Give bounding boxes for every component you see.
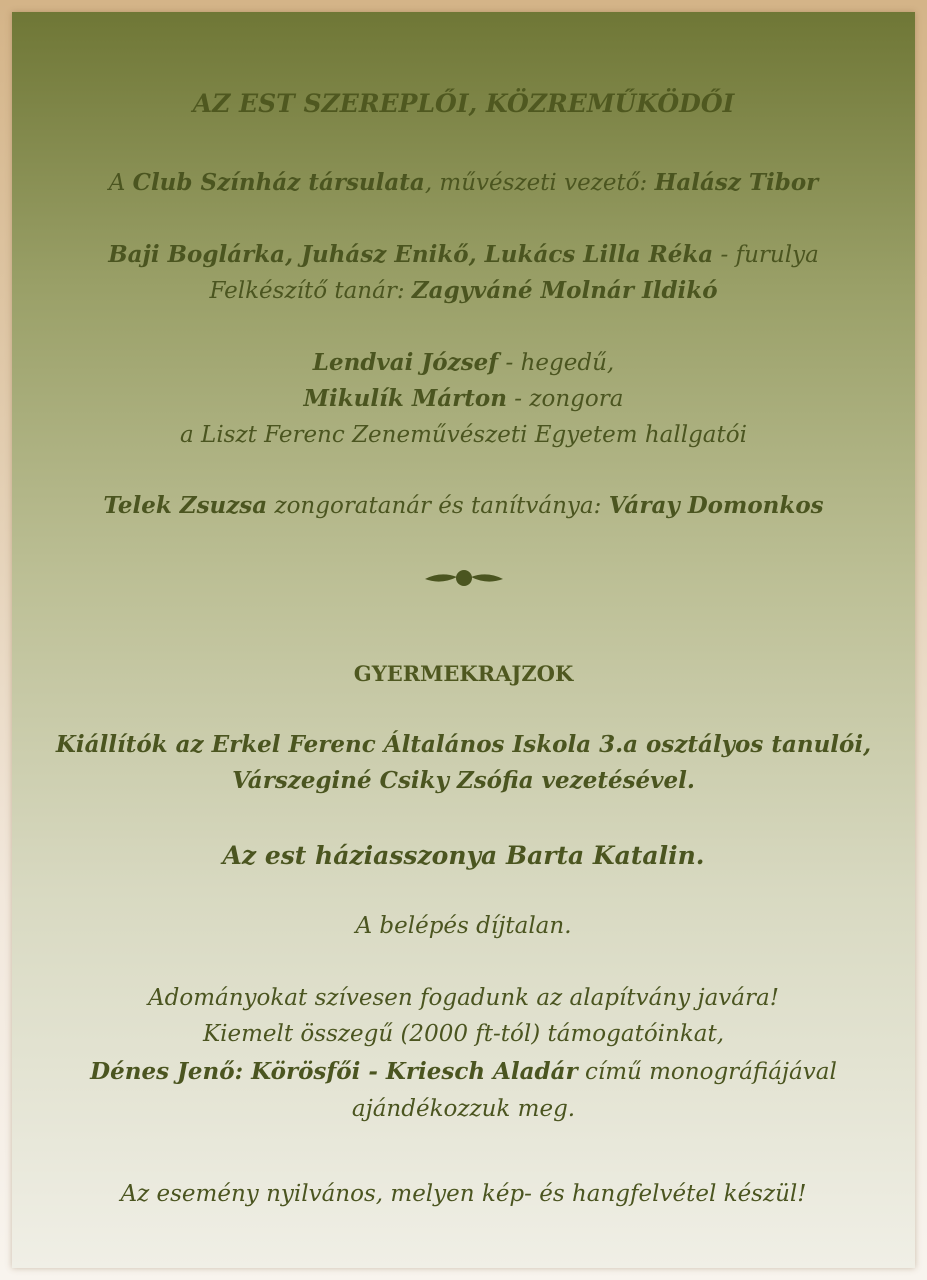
drawings-line-1: Kiállítók az Erkel Ferenc Általános Iskola 3.a osztályos tanulói, (55, 731, 872, 758)
flute-names: Baji Boglárka, Juhász Enikő, Lukács Lilla Réka (108, 241, 714, 268)
flute-teacher-name: Zagyváné Molnár Ildikó (411, 277, 718, 304)
piano-name: Mikulík Márton (303, 385, 507, 412)
monograph-rest: című monográfiájával (577, 1059, 837, 1085)
university-line: a Liszt Ferenc Zeneművészeti Egyetem hallgatói (180, 422, 747, 448)
leaf-dot-leaf-ornament-icon (12, 564, 915, 594)
club-mid: , művészeti vezető: (424, 170, 655, 196)
piano-line (12, 381, 915, 417)
flute-line (12, 237, 915, 273)
club-director: Halász Tibor (654, 169, 819, 196)
drawings-line-2: Várszeginé Csiky Zsófia vezetésével. (232, 767, 695, 794)
telek-mid: zongoratanár és tanítványa: (267, 493, 609, 519)
club-name: Club Színház társulata (132, 169, 425, 196)
monograph-title: Dénes Jenő: Körösfői - Kriesch Aladár (90, 1058, 578, 1085)
drawings-heading: GYERMEKRAJZOK (353, 661, 574, 686)
flute-teacher-line (12, 273, 915, 309)
notice-line: Az esemény nyilvános, melyen kép- és hangfelvétel készül! (120, 1181, 807, 1207)
telek-student: Váray Domonkos (608, 492, 824, 519)
page-title: AZ EST SZEREPLŐI, KÖZREMŰKÖDŐI (192, 89, 735, 118)
entry-line: A belépés díjtalan. (355, 913, 572, 939)
violin-line (12, 345, 915, 381)
hostess-line: Az est háziasszonya Barta Katalin. (222, 841, 705, 870)
donations-line-4: ajándékozzuk meg. (351, 1096, 576, 1122)
donations-line-2: Kiemelt összegű (2000 ft-tól) támogatóinkat, (202, 1021, 725, 1047)
club-line (12, 165, 915, 201)
telek-name: Telek Zsuzsa (103, 492, 268, 519)
piano-instrument: - zongora (507, 386, 624, 412)
flute-teacher-label: Felkészítő tanár: (209, 278, 412, 304)
telek-line (12, 488, 915, 524)
donations-line-3 (12, 1054, 915, 1090)
flute-instrument: - furulya (713, 242, 819, 268)
club-pre: A (108, 170, 133, 196)
violin-name: Lendvai József (312, 349, 499, 376)
violin-instrument: - hegedű, (498, 350, 615, 376)
donations-line-1: Adományokat szívesen fogadunk az alapítvány javára! (148, 985, 779, 1011)
invitation-panel (12, 12, 915, 1268)
